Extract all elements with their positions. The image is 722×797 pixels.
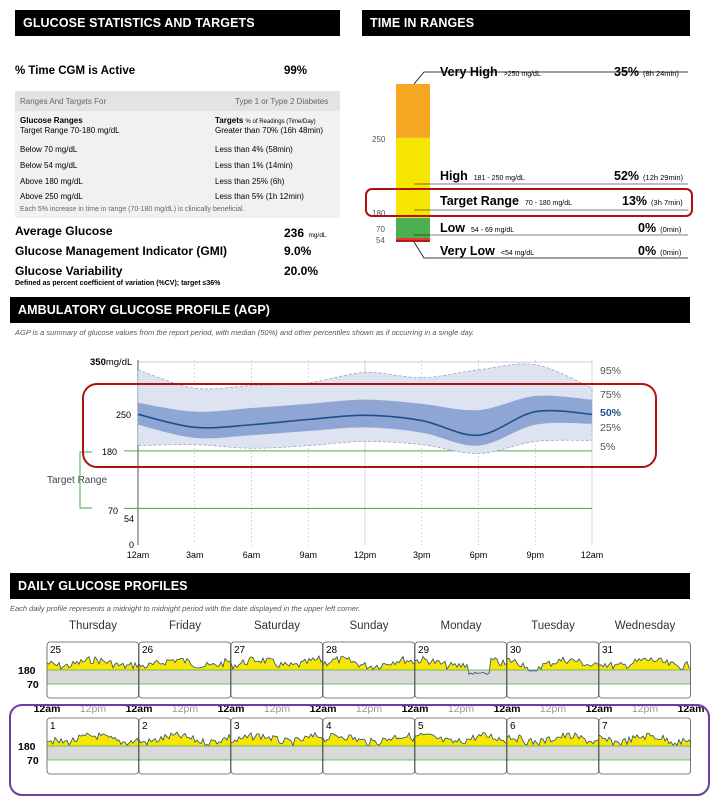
daily-cell bbox=[507, 642, 599, 698]
ranges-head-left: Ranges And Targets For bbox=[20, 97, 107, 106]
daily-date: 29 bbox=[418, 645, 430, 656]
daily-y-180: 180 bbox=[18, 741, 36, 753]
col-glucose-ranges: Glucose Ranges bbox=[20, 116, 83, 125]
daily-date: 31 bbox=[602, 645, 614, 656]
tir-axis-180: 180 bbox=[372, 209, 386, 218]
daily-cell bbox=[323, 718, 415, 774]
agp-y-250: 250 bbox=[116, 410, 132, 420]
day-name-monday: Monday bbox=[440, 620, 482, 632]
target-row-1: Less than 4% (58min) bbox=[215, 145, 293, 154]
daily-header: DAILY GLUCOSE PROFILES bbox=[10, 573, 690, 599]
daily-y-70: 70 bbox=[27, 679, 39, 691]
daily-date: 28 bbox=[326, 645, 338, 656]
gv-value: 20.0% bbox=[284, 264, 319, 278]
svg-text:0%(0min) bbox=[638, 221, 682, 235]
tir-name-target: Target Range bbox=[440, 194, 519, 208]
daily-cell bbox=[599, 718, 691, 774]
range-row-3: Above 180 mg/dL bbox=[20, 177, 83, 186]
daily-time-label: 12pm bbox=[447, 703, 475, 715]
daily-time-label: 12pm bbox=[79, 703, 107, 715]
target-row-0: Greater than 70% (16h 48min) bbox=[215, 126, 324, 135]
day-name-wednesday: Wednesday bbox=[614, 620, 676, 632]
tir-time-high: (12h 29min) bbox=[643, 173, 684, 182]
range-row-1: Below 70 mg/dL bbox=[20, 145, 78, 154]
daily-date: 4 bbox=[326, 721, 332, 732]
daily-cell bbox=[139, 642, 231, 698]
gmi-value: 9.0% bbox=[284, 244, 312, 258]
tir-stacked-bar bbox=[396, 84, 430, 242]
daily-date: 27 bbox=[234, 645, 246, 656]
cgm-active-value: 99% bbox=[284, 65, 308, 77]
gv-label: Glucose Variability bbox=[15, 264, 123, 278]
daily-time-label: 12am bbox=[309, 703, 337, 715]
tir-bar-very-low bbox=[396, 240, 430, 242]
daily-cell bbox=[415, 718, 507, 774]
gv-definition: Defined as percent coefficient of variation (%CV); target ≤36% bbox=[15, 280, 221, 287]
daily-date: 30 bbox=[510, 645, 522, 656]
day-name-saturday: Saturday bbox=[253, 620, 301, 632]
daily-y-70: 70 bbox=[27, 755, 39, 767]
tir-time-very-low: (0min) bbox=[660, 248, 682, 257]
gmi-label: Glucose Management Indicator (GMI) bbox=[15, 244, 228, 258]
agp-ymax: 350mg/dL bbox=[90, 357, 133, 368]
daily-subtitle: Each daily profile represents a midnight to midnight period with the date displayed in the upper left corner. bbox=[10, 604, 361, 613]
daily-date: 1 bbox=[50, 721, 56, 732]
cgm-active-label: % Time CGM is Active bbox=[15, 65, 136, 77]
daily-time-label: 12am bbox=[125, 703, 153, 715]
range-row-0: Target Range 70-180 mg/dL bbox=[20, 126, 120, 135]
tir-axis-70: 70 bbox=[376, 225, 385, 234]
daily-cell bbox=[231, 718, 323, 774]
svg-text:13%(3h 7min) bbox=[622, 194, 683, 208]
day-name-sunday: Sunday bbox=[349, 620, 389, 632]
svg-text:52%(12h 29min) bbox=[614, 169, 684, 183]
agp-pct-label: 95% bbox=[600, 365, 622, 377]
tir-pct-very-low: 0% bbox=[638, 244, 657, 258]
agp-x-label: 12am bbox=[580, 550, 604, 560]
daily-time-label: 12am bbox=[585, 703, 613, 715]
tir-bar-high bbox=[396, 138, 430, 218]
svg-text:Very Low<54 mg/dL bbox=[440, 244, 534, 258]
tir-header: TIME IN RANGES bbox=[362, 10, 690, 36]
agp-y-180: 180 bbox=[102, 447, 118, 457]
tir-name-very-high: Very High bbox=[440, 65, 498, 79]
agp-x-label: 6pm bbox=[469, 550, 488, 560]
daily-time-label: 12am bbox=[217, 703, 245, 715]
daily-cell bbox=[599, 642, 691, 698]
day-name-tuesday: Tuesday bbox=[531, 620, 575, 632]
svg-text:Target Range70 - 180 mg/dL bbox=[440, 194, 572, 208]
tir-pct-low: 0% bbox=[638, 221, 657, 235]
daily-y-180: 180 bbox=[18, 665, 36, 677]
agp-pct-label: 75% bbox=[600, 389, 622, 401]
daily-cell bbox=[507, 718, 599, 774]
agp-pct-label: 50% bbox=[600, 407, 622, 419]
agp-pct-label: 5% bbox=[600, 441, 616, 453]
daily-cell bbox=[231, 642, 323, 698]
daily-cell bbox=[139, 718, 231, 774]
target-row-3: Less than 25% (6h) bbox=[215, 177, 285, 186]
ranges-footnote: Each 5% increase in time in range (70-180 mg/dL) is clinically beneficial. bbox=[20, 206, 245, 213]
tir-time-low: (0min) bbox=[660, 225, 682, 234]
daily-time-label: 12am bbox=[677, 703, 705, 715]
day-name-thursday: Thursday bbox=[69, 620, 117, 632]
agp-x-label: 9am bbox=[299, 550, 318, 560]
range-row-4: Above 250 mg/dL bbox=[20, 192, 83, 201]
daily-date: 7 bbox=[602, 721, 608, 732]
tir-pct-high: 52% bbox=[614, 169, 640, 183]
tir-range-very-low: <54 mg/dL bbox=[500, 250, 535, 257]
day-name-friday: Friday bbox=[169, 620, 201, 632]
tir-axis-54: 54 bbox=[376, 236, 385, 245]
tir-pct-very-high: 35% bbox=[614, 65, 640, 79]
avg-glucose-value: 236 bbox=[284, 226, 305, 240]
daily-date: 25 bbox=[50, 645, 62, 656]
daily-time-label: 12pm bbox=[171, 703, 199, 715]
daily-profiles-chart bbox=[0, 630, 722, 797]
daily-date: 26 bbox=[142, 645, 154, 656]
tir-name-very-low: Very Low bbox=[440, 244, 495, 258]
col-targets: Targets bbox=[215, 116, 244, 125]
daily-cell bbox=[323, 642, 415, 698]
ranges-head-right: Type 1 or Type 2 Diabetes bbox=[235, 97, 329, 106]
ranges-table bbox=[15, 91, 340, 218]
tir-bar-low bbox=[396, 238, 430, 240]
agp-pct-label: 25% bbox=[600, 422, 622, 434]
agp-x-label: 12am bbox=[126, 550, 150, 560]
daily-time-label: 12am bbox=[493, 703, 521, 715]
svg-text:Low54 - 69 mg/dL bbox=[440, 221, 514, 235]
daily-date: 2 bbox=[142, 721, 148, 732]
target-row-2: Less than 1% (14min) bbox=[215, 161, 293, 170]
tir-name-high: High bbox=[440, 169, 468, 183]
daily-time-label: 12pm bbox=[631, 703, 659, 715]
range-row-2: Below 54 mg/dL bbox=[20, 161, 78, 170]
daily-time-label: 12pm bbox=[263, 703, 291, 715]
daily-cell bbox=[47, 642, 139, 698]
daily-date: 6 bbox=[510, 721, 516, 732]
tir-chart bbox=[362, 50, 702, 300]
tir-name-low: Low bbox=[440, 221, 465, 235]
daily-time-label: 12pm bbox=[355, 703, 383, 715]
svg-text:0%(0min) bbox=[638, 244, 682, 258]
agp-target-label: Target Range bbox=[47, 475, 108, 486]
tir-time-very-high: (8h 24min) bbox=[643, 69, 679, 78]
daily-cell bbox=[415, 642, 507, 698]
tir-axis-250: 250 bbox=[372, 135, 386, 144]
daily-date: 5 bbox=[418, 721, 424, 732]
svg-text:35%(8h 24min) bbox=[614, 65, 679, 79]
agp-x-label: 12pm bbox=[353, 550, 377, 560]
daily-time-label: 12pm bbox=[539, 703, 567, 715]
agp-x-label: 6am bbox=[242, 550, 261, 560]
daily-date: 3 bbox=[234, 721, 240, 732]
agp-subtitle: AGP is a summary of glucose values from the report period, with median (50%) and other percentiles shown as if occurring in a single day. bbox=[15, 328, 474, 337]
tir-bar-very-high bbox=[396, 84, 430, 138]
agp-y-0: 0 bbox=[129, 540, 135, 550]
svg-text:Very High>250 mg/dL bbox=[440, 65, 541, 79]
daily-cell bbox=[47, 718, 139, 774]
tir-range-very-high: >250 mg/dL bbox=[503, 71, 541, 78]
target-row-4: Less than 5% (1h 12min) bbox=[215, 192, 304, 201]
avg-glucose-unit: mg/dL bbox=[308, 232, 327, 239]
avg-glucose-label: Average Glucose bbox=[15, 224, 113, 238]
agp-x-label: 3am bbox=[185, 550, 204, 560]
agp-x-label: 9pm bbox=[526, 550, 545, 560]
tir-pct-target: 13% bbox=[622, 194, 648, 208]
daily-time-label: 12am bbox=[401, 703, 429, 715]
tir-range-target: 70 - 180 mg/dL bbox=[524, 200, 573, 207]
agp-y-70: 70 bbox=[108, 506, 119, 516]
tir-range-low: 54 - 69 mg/dL bbox=[471, 227, 515, 234]
col-targets-sub: % of Readings (Time/Day) bbox=[245, 119, 316, 125]
agp-chart bbox=[0, 340, 722, 565]
daily-time-label: 12am bbox=[33, 703, 61, 715]
agp-y-54: 54 bbox=[124, 514, 135, 524]
agp-x-label: 3pm bbox=[412, 550, 431, 560]
tir-range-high: 181 - 250 mg/dL bbox=[473, 175, 525, 182]
agp-header: AMBULATORY GLUCOSE PROFILE (AGP) bbox=[10, 297, 690, 323]
svg-text:High181 - 250 mg/dL bbox=[440, 169, 525, 183]
tir-time-target: (3h 7min) bbox=[651, 198, 683, 207]
stats-header: GLUCOSE STATISTICS AND TARGETS bbox=[15, 10, 340, 36]
